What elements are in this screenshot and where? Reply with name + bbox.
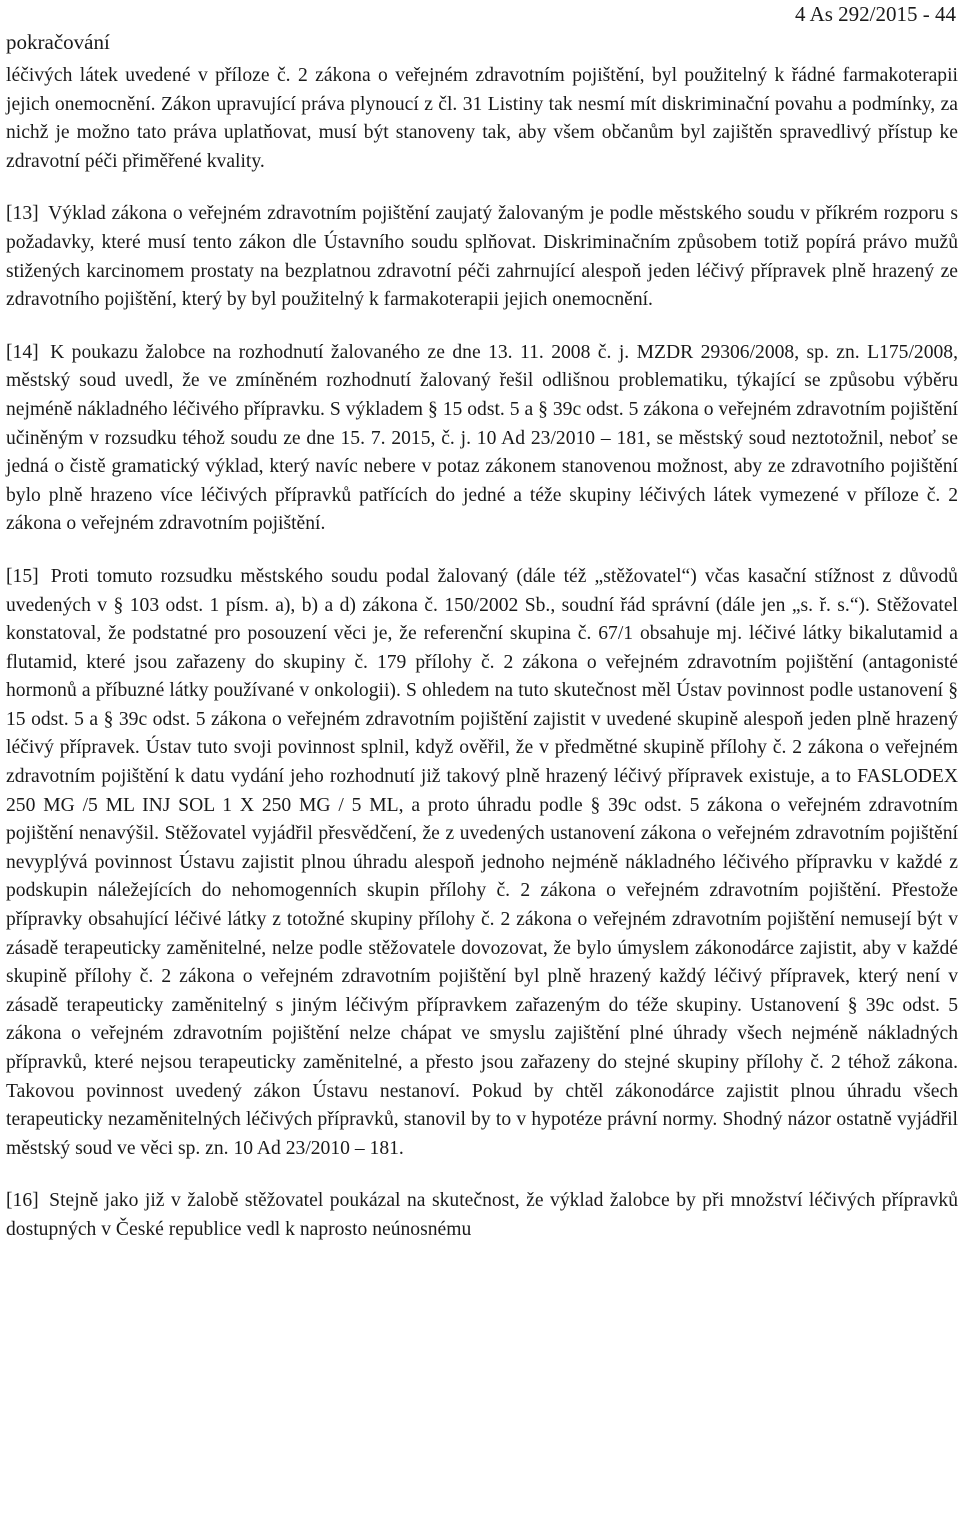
paragraph-number: [14] — [6, 341, 39, 363]
paragraph-continued — [6, 62, 958, 176]
header-case-number: 4 As 292/2015 - 44 — [794, 2, 956, 26]
paragraph-15 — [6, 563, 958, 1163]
paragraph-13 — [6, 200, 958, 314]
paragraph-14 — [6, 339, 958, 539]
header-continuation: pokračování — [6, 30, 110, 54]
paragraph-number: [16] — [6, 1190, 39, 1212]
paragraph-text: K poukazu žalobce na rozhodnutí žalovaného ze dne 13. 11. 2008 č. j. MZDR 29306/2008, sp. zn. L175/2008, městský soud uvedl, že ve zmíněném rozhodnutí žalovaný řešil odlišnou problematiku, týkající se způsobu výběru nejméně nákladného léčivého přípravku. S výkladem § 15 odst. 5 a § 39c odst. 5 zákona o veřejném zdravotním pojištění učiněným v rozsudku téhož soudu ze dne 15. 7. 2015, č. j. 10 Ad 23/2010 – 181, se městský soud neztotožnil, neboť se jedná o čistě gramatický výklad, který navíc nebere v potaz zákonem stanovenou možnost, aby ze zdravotního pojištění bylo plně hrazeno více léčivých přípravků patřících do jedné a téže skupiny léčivých látek vymezené v příloze č. 2 zákona o veřejném zdravotním pojištění. — [6, 341, 958, 535]
paragraph-text: Proti tomuto rozsudku městského soudu podal žalovaný (dále též „stěžovatel“) včas kasační stížnost z důvodů uvedených v § 103 odst. 1 písm. a), b) a d) zákona č. 150/2002 Sb., soudní řád správní (dále jen „s. ř. s.“). Stěžovatel konstatoval, že podstatné pro posouzení věci je, že referenční skupina č. 67/1 obsahuje mj. léčivé látky bikalutamid a flutamid, které jsou zařazeny do skupiny č. 179 přílohy č. 2 zákona o veřejném zdravotním pojištění (antagonisté hormonů a příbuzné látky používané v onkologii). S ohledem na tuto skutečnost měl Ústav povinnost podle ustanovení § 15 odst. 5 a § 39c odst. 5 zákona o veřejném zdravotním pojištění zajistit v uvedené skupině alespoň jeden plně hrazený léčivý přípravek. Ústav tuto svoji povinnost splnil, když ověřil, že v předmětné skupině přílohy č. 2 zákona o veřejném zdravotním pojištění k datu vydání jeho rozhodnutí již takový plně hrazený léčivý přípravek existuje, a to FASLODEX 250 MG /5 ML INJ SOL 1 X 250 MG / 5 ML, a proto úhradu podle § 39c odst. 5 zákona o veřejném zdravotním pojištění nenavýšil. Stěžovatel vyjádřil přesvědčení, že z uvedených ustanovení zákona o veřejném zdravotním pojištění nevyplývá povinnost Ústavu zajistit plnou úhradu alespoň jednoho nejméně nákladného léčivého přípravku v každé z podskupin náležejících do nehomogenních skupin přílohy č. 2 zákona o veřejném zdravotním pojištění. Přestože přípravky obsahující léčivé látky z totožné skupiny přílohy č. 2 zákona o veřejném zdravotním pojištění nemusejí být v zásadě terapeuticky zaměnitelné, nelze podle stěžovatele dovozovat, že bylo úmyslem zákonodárce zajistit, aby v každé skupině přílohy č. 2 zákona o veřejném zdravotním pojištění byl plně hrazený každý léčivý přípravek, který není v zásadě terapeuticky zaměnitelný s jiným léčivým přípravkem zařazeným do téže skupiny. Ustanovení § 39c odst. 5 zákona o veřejném zdravotním pojištění nelze chápat ve smyslu zajištění plné úhrady všech nejméně nákladných přípravků, které nejsou terapeuticky zaměnitelné, a přesto jsou zařazeny do stejné skupiny přílohy č. 2 téhož zákona. Takovou povinnost uvedený zákon Ústavu nestanoví. Pokud by chtěl zákonodárce zajistit plnou úhradu všech terapeuticky nezaměnitelných léčivých přípravků, stanovil by to v hypotéze právní normy. Shodný názor ostatně vyjádřil městský soud ve věci sp. zn. 10 Ad 23/2010 – 181. — [6, 565, 958, 1159]
paragraph-16 — [6, 1187, 958, 1244]
document-page — [6, 0, 958, 1269]
paragraph-text: Stejně jako již v žalobě stěžovatel poukázal na skutečnost, že výklad žalobce by při množství léčivých přípravků dostupných v České republice vedl k naprosto neúnosnému — [6, 1190, 958, 1240]
paragraph-text: léčivých látek uvedené v příloze č. 2 zákona o veřejném zdravotním pojištění, byl použitelný k řádné farmakoterapii jejich onemocnění. Zákon upravující práva plynoucí z čl. 31 Listiny tak nesmí mít diskriminační povahu a podmínky, za nichž je možno tato práva uplatňovat, musí být stanoveny tak, aby všem občanům byl zajištěn spravedlivý přístup ke zdravotní péči přiměřené kvality. — [6, 65, 958, 172]
paragraph-number: [13] — [6, 203, 39, 225]
paragraph-text: Výklad zákona o veřejném zdravotním pojištění zaujatý žalovaným je podle městského soudu v příkrém rozporu s požadavky, které musí tento zákon dle Ústavního soudu splňovat. Diskriminačním způsobem totiž popírá právo mužů stižených karcinomem prostaty na bezplatnou zdravotní péči zahrnující alespoň jeden léčivý přípravek plně hrazený ze zdravotního pojištění, který by byl použitelný k farmakoterapii jejich onemocnění. — [6, 203, 959, 311]
page-header — [6, 0, 958, 62]
paragraph-number: [15] — [6, 565, 39, 587]
